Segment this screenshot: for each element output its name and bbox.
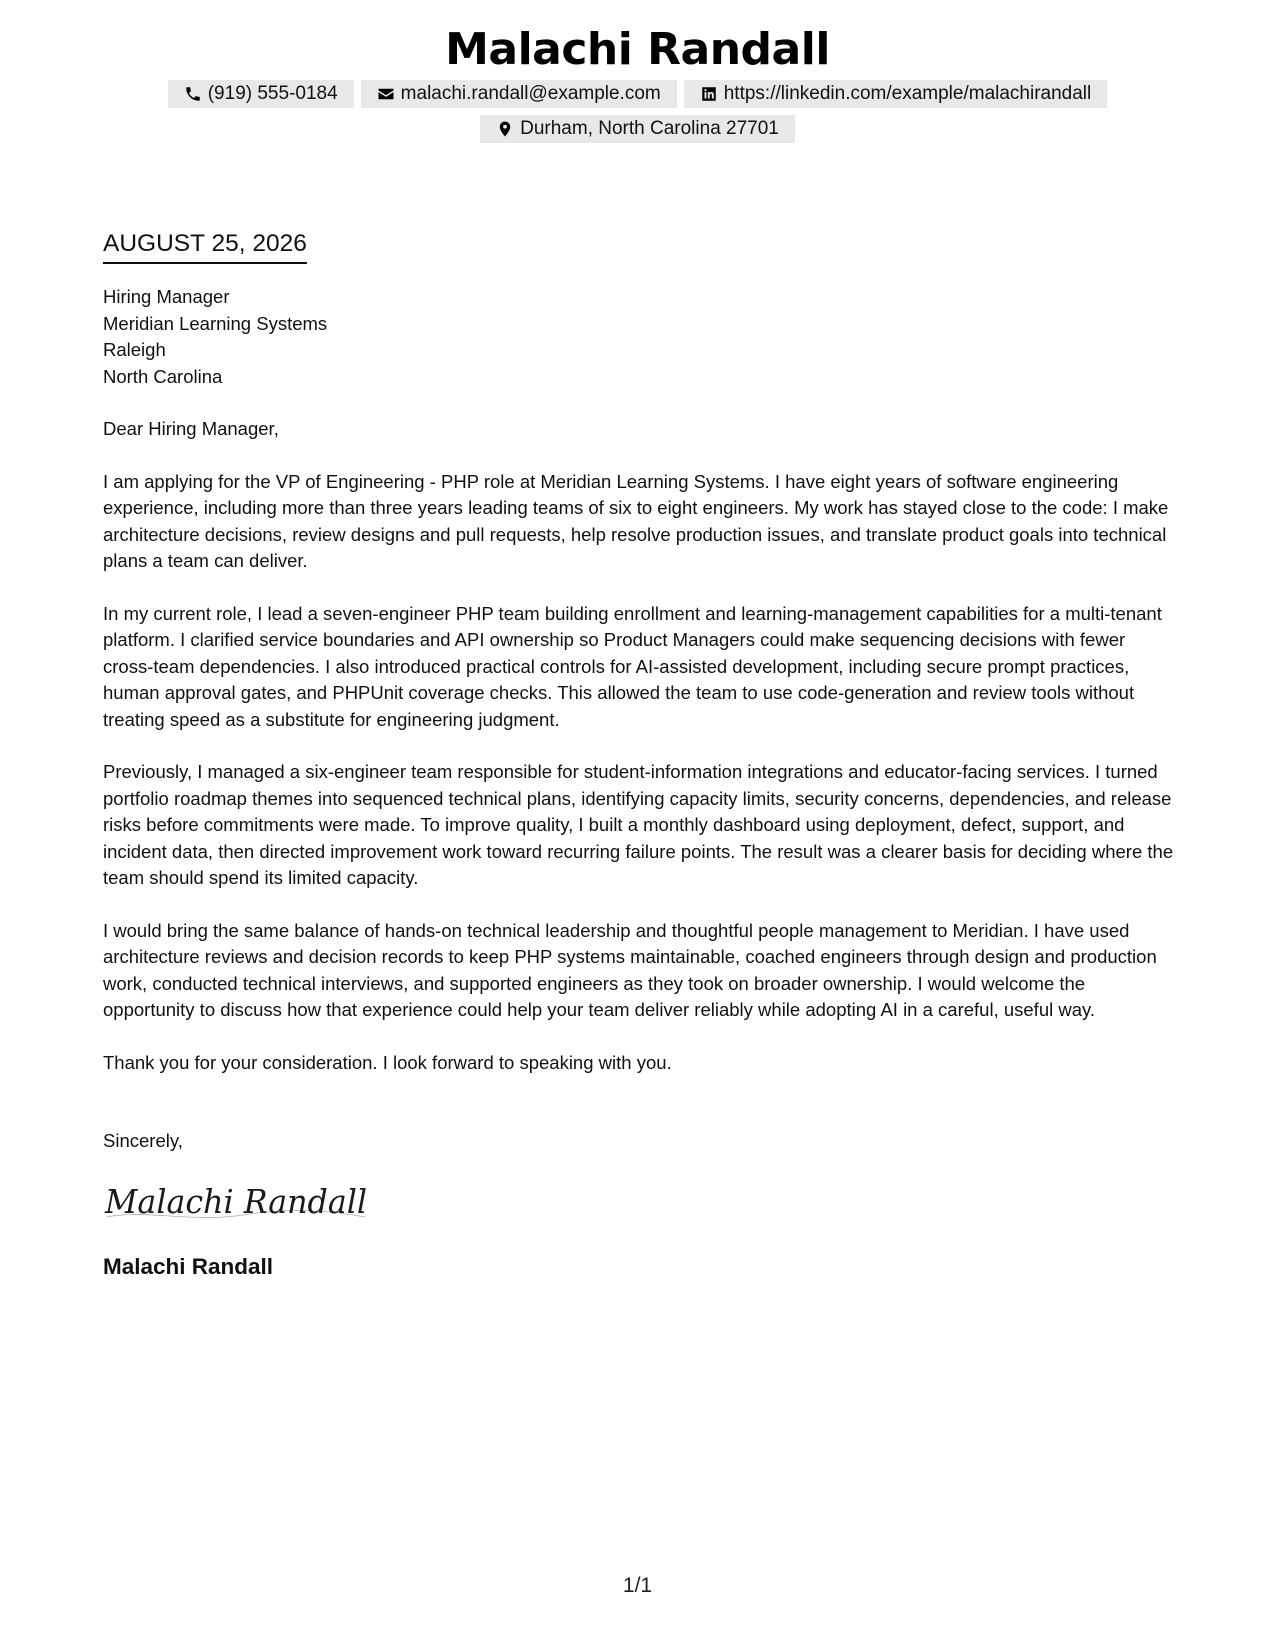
- signature-text: Malachi Randall: [104, 1181, 368, 1221]
- letter-header: [0, 22, 1275, 143]
- location-chip: [480, 115, 795, 143]
- location-text: Durham, North Carolina 27701: [520, 118, 779, 139]
- linkedin-icon: [700, 85, 718, 103]
- body-paragraph: I would bring the same balance of hands-on technical leadership and thoughtful people management to Meridian. I have used architecture reviews and decision records to keep PHP systems maintainable, coached engineers through design and production work, conducted technical interviews, and supported engineers as they took on broader ownership. I would welcome the opportunity to discuss how that experience could help your team deliver reliably while adopting AI in a careful, useful way.: [103, 919, 1157, 1020]
- recipient-line: Hiring Manager: [103, 286, 230, 307]
- body-paragraph: I am applying for the VP of Engineering - PHP role at Meridian Learning Systems. I have eight years of software engineering experience, including more than three years leading teams of six to eight engineers. My work has stayed close to the code: I make architecture decisions, review designs and pull requests, help resolve production issues, and translate product goals into technical plans a team can deliver.: [103, 470, 1169, 571]
- recipient-line: Raleigh: [103, 339, 166, 360]
- recipient-line: North Carolina: [103, 365, 223, 387]
- phone-chip[interactable]: [168, 80, 354, 108]
- recipient-line: Meridian Learning Systems: [103, 312, 328, 334]
- salutation: Dear Hiring Manager,: [103, 418, 279, 439]
- phone-text: (919) 555-0184: [207, 83, 338, 104]
- contact-row-primary: [0, 80, 1275, 108]
- envelope-icon: [377, 85, 395, 103]
- page-indicator: 1/1: [622, 1574, 653, 1597]
- linkedin-text: https://linkedin.com/example/malachirandall: [723, 83, 1092, 104]
- letter-body: [103, 228, 1178, 1281]
- linkedin-chip[interactable]: [684, 80, 1108, 108]
- signature-graphic: [103, 1179, 373, 1225]
- map-pin-icon: [496, 120, 514, 138]
- contact-row-secondary: [0, 115, 1275, 143]
- date-block: [103, 228, 1178, 264]
- body-paragraph: In my current role, I lead a seven-engineer PHP team building enrollment and learning-management capabilities for a multi-tenant platform. I clarified service boundaries and API ownership so Product Managers could make sequencing decisions with fewer cross-team dependencies. I also introduced practical controls for AI-assisted development, including secure prompt practices, human approval gates, and PHPUnit coverage checks. This allowed the team to use code-generation and review tools without treating speed as a substitute for engineering judgment.: [103, 602, 1162, 730]
- phone-icon: [184, 85, 202, 103]
- signer-name: Malachi Randall: [103, 1253, 274, 1279]
- email-chip[interactable]: [361, 80, 677, 108]
- email-text: malachi.randall@example.com: [400, 83, 661, 104]
- body-paragraph: Previously, I managed a six-engineer team responsible for student-information integrations and educator-facing services. I turned portfolio roadmap themes into sequenced technical plans, identifying capacity limits, security concerns, dependencies, and release risks before commitments were made. To improve quality, I built a monthly dashboard using deployment, defect, support, and incident data, then directed improvement work toward recurring failure points. The result was a clearer basis for deciding where the team should spend its limited capacity.: [103, 761, 1174, 888]
- body-paragraph: Thank you for your consideration. I look forward to speaking with you.: [103, 1051, 672, 1073]
- letter-date: AUGUST 25, 2026: [103, 228, 307, 264]
- applicant-name: Malachi Randall: [445, 24, 830, 75]
- recipient-block: [103, 284, 1178, 390]
- closing: Sincerely,: [103, 1130, 183, 1151]
- handwritten-signature: [103, 1179, 1178, 1225]
